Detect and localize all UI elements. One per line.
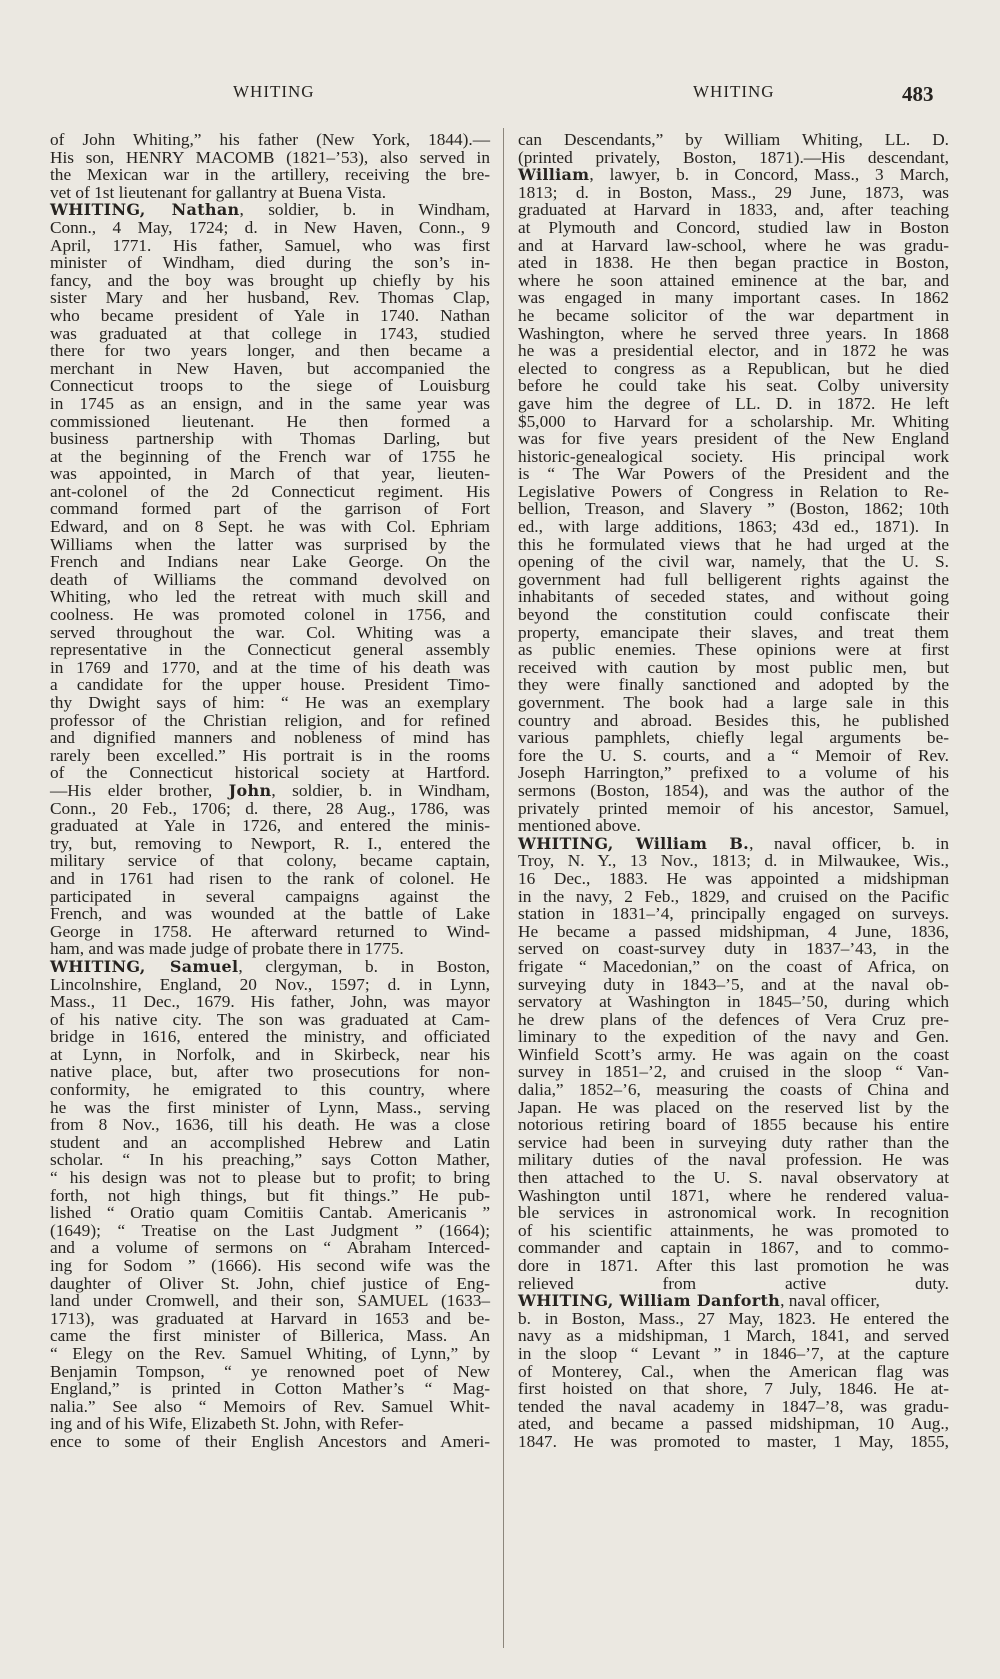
text-line: was engaged in many important cases. In 1862 (518, 288, 949, 308)
text-line: rarely been excelled.” His portrait is in the rooms (50, 745, 490, 765)
text-line: Conn., 4 May, 1724; d. in New Haven, Conn., 9 (50, 217, 490, 237)
text-line: French and Indians near Lake George. On the (50, 552, 490, 572)
text-line: navy as a midshipman, 1 March, 1841, and served (518, 1326, 949, 1346)
text-line: Lincolnshire, England, 20 Nov., 1597; d. in Lynn, (50, 974, 490, 994)
text-line: French, and was wounded at the battle of Lake (50, 904, 490, 924)
text-line: in the sloop “ Levant ” in 1846–’7, at the capture (518, 1343, 949, 1363)
text-line: ing for Sodom ” (1666). His second wife was the (50, 1256, 490, 1275)
text-line: was for five years president of the New England (518, 429, 949, 449)
text-line: as public enemies. These opinions were at first (518, 640, 949, 660)
text-line: military duties of the naval profession. He was (518, 1150, 949, 1170)
text-line: liminary to the expedition of the navy and Gen. (518, 1027, 949, 1047)
text-line: they were finally sanctioned and adopted by the (518, 675, 949, 695)
text-line: served throughout the war. Col. Whiting was a (50, 622, 490, 642)
text-line: relieved from active duty. (518, 1273, 949, 1293)
text-line: served on coast-survey duty in 1837–’43, in the (518, 939, 949, 959)
text-line: try, but, removing to Newport, R. I., entered the (50, 833, 490, 853)
text-line: dore in 1871. After this last promotion he was (518, 1256, 949, 1275)
text-line: beyond the constitution could confiscate their (518, 605, 949, 625)
text-line: of Monterey, Cal., when the American flag was (518, 1361, 949, 1381)
text-line: ated, and became a passed midshipman, 10 Aug., (518, 1414, 949, 1434)
text-line: frigate “ Macedonian,” on the coast of Africa, on (518, 956, 949, 976)
text-line: government. The book had a large sale in this (518, 693, 949, 712)
text-line: of the Connecticut historical society at Hartford. (50, 763, 490, 783)
text-line: at the beginning of the French war of 1755 he (50, 446, 490, 466)
text-line: then attached to the U. S. naval observatory at (518, 1168, 949, 1188)
text-line: this he formulated views that he had urged at the (518, 534, 949, 554)
text-line: command formed part of the garrison of Fort (50, 499, 490, 519)
entry-headword: WHITING, William Danforth (518, 1291, 781, 1311)
entry-headword: William (518, 165, 590, 185)
text-line: WHITING, Nathan, soldier, b. in Windham, (50, 200, 490, 220)
text-line: representative in the Connecticut general assembly (50, 640, 490, 660)
text-line: he drew plans of the defences of Vera Cruz pre- (518, 1009, 949, 1029)
text-line: (1649); “ Treatise on the Last Judgment ” (1664); (50, 1220, 490, 1240)
text-line: “ his design was not to please but to profit; to bring (50, 1168, 490, 1188)
left-text-column (50, 131, 490, 1451)
text-line: 1813; d. in Boston, Mass., 29 June, 1873, was (518, 182, 949, 202)
text-line: graduated at Yale in 1726, and entered the minis- (50, 816, 490, 836)
text-line: he became solicitor of the war department in (518, 305, 949, 325)
text-line: Mass., 11 Dec., 1679. His father, John, was mayor (50, 992, 490, 1012)
text-line: —His elder brother, John, soldier, b. in Windham, (50, 780, 490, 800)
text-line: sermons (Boston, 1854), and was the author of the (518, 780, 949, 800)
text-line: (printed privately, Boston, 1871).—His descendant, (518, 147, 949, 167)
text-line: received with caution by most public men, but (518, 657, 949, 677)
text-line: survey in 1851–’2, and cruised in the sloop “ Van- (518, 1062, 949, 1082)
text-line: inhabitants of seceded states, and without going (518, 587, 949, 607)
text-line: business partnership with Thomas Darling, but (50, 429, 490, 449)
text-line: and in 1761 had risen to the rank of colonel. He (50, 868, 490, 888)
text-line: where he soon attained eminence at the bar, and (518, 270, 949, 290)
text-line: 16 Dec., 1883. He was appointed a midshipman (518, 868, 949, 888)
text-line: WHITING, William B., naval officer, b. in (518, 833, 949, 853)
text-line: service had been in surveying duty rather than the (518, 1132, 949, 1152)
text-line: of his scientific attainments, he was promoted to (518, 1220, 949, 1240)
text-line: daughter of Oliver St. John, chief justice of Eng- (50, 1273, 490, 1293)
text-line: at Lynn, in Norfolk, and in Skirbeck, near his (50, 1044, 490, 1064)
text-line: 1847. He was promoted to master, 1 May, 1855, (518, 1431, 949, 1451)
text-line: from 8 Nov., 1636, till his death. He was a close (50, 1115, 490, 1135)
text-line: came the first minister of Billerica, Mass. An (50, 1326, 490, 1346)
text-line: England,” is printed in Cotton Mather’s “ Mag- (50, 1379, 490, 1399)
entry-headword: John (228, 780, 272, 800)
text-line: commander and captain in 1867, and to commo- (518, 1238, 949, 1258)
text-line: $5,000 to Harvard for a scholarship. Mr. Whiting (518, 411, 949, 431)
text-line: merchant in New Haven, but accompanied the (50, 358, 490, 378)
text-line: property, emancipate their slaves, and treat them (518, 622, 949, 642)
text-line: gave him the degree of LL. D. in 1872. He left (518, 393, 949, 413)
text-line: William, lawyer, b. in Concord, Mass., 3 March, (518, 165, 949, 185)
text-line: ence to some of their English Ancestors and Ameri- (50, 1431, 490, 1451)
text-line: forth, not high things, but fit things.” He pub- (50, 1185, 490, 1205)
text-line: was graduated at that college in 1743, studied (50, 323, 490, 343)
text-line: ant-colonel of the 2d Connecticut regiment. His (50, 481, 490, 501)
text-line: dalia,” 1852–’6, measuring the coasts of China and (518, 1080, 949, 1100)
text-line: in 1769 and 1770, and at the time of his death was (50, 657, 490, 677)
text-line: elected to congress as a Republican, but he died (518, 358, 949, 378)
text-line: fancy, and the boy was brought up chiefly by his (50, 270, 490, 290)
text-line: Edward, and on 8 Sept. he was with Col. Ephriam (50, 517, 490, 537)
text-line: and a volume of sermons on “ Abraham Interced- (50, 1238, 490, 1258)
text-line: in 1745 as an ensign, and in the same year was (50, 393, 490, 413)
text-line: privately printed memoir of his ancestor, Samuel, (518, 798, 949, 818)
entry-headword: WHITING, Samuel (50, 956, 239, 976)
text-line: Troy, N. Y., 13 Nov., 1813; d. in Milwaukee, Wis., (518, 851, 949, 871)
text-line: sister Mary and her husband, Rev. Thomas Clap, (50, 288, 490, 308)
text-line: graduated at Harvard in 1833, and, after teaching (518, 200, 949, 220)
text-line: April, 1771. His father, Samuel, who was first (50, 235, 490, 255)
text-line: fore the U. S. courts, and a “ Memoir of Rev. (518, 745, 949, 765)
text-line: first hoisted on that shore, 7 July, 1846. He at- (518, 1379, 949, 1399)
text-line: was appointed, in March of that year, lieuten- (50, 464, 490, 484)
text-line: he was a presidential elector, and in 1872 he was (518, 341, 949, 361)
text-line: government had full belligerent rights against the (518, 569, 949, 589)
text-line: vet of 1st lieutenant for gallantry at Buena Vista. (50, 182, 387, 202)
text-line: WHITING, William Danforth, naval officer, (518, 1291, 880, 1311)
text-line: commissioned lieutenant. He then formed a (50, 411, 490, 431)
text-line: ble services in astronomical work. In recognition (518, 1203, 949, 1223)
text-line: bellion, Treason, and Slavery ” (Boston, 1862; 10th (518, 499, 949, 519)
column-divider (503, 128, 504, 1648)
text-line: a candidate for the upper house. President Timo- (50, 675, 490, 695)
text-line: minister of Windham, died during the son’s in- (50, 253, 490, 273)
entry-headword: WHITING, William B. (518, 833, 750, 853)
text-line: tended the naval academy in 1847–’8, was gradu- (518, 1396, 949, 1416)
text-line: conformity, he emigrated to this country, where (50, 1080, 490, 1100)
text-line: bridge in 1616, entered the ministry, and officiated (50, 1027, 490, 1047)
text-line: of John Whiting,” his father (New York, 1844).— (50, 130, 490, 149)
text-line: servatory at Washington in 1845–’50, during which (518, 992, 949, 1012)
text-line: 1713), was graduated at Harvard in 1653 and be- (50, 1308, 490, 1328)
text-line: WHITING, Samuel, clergyman, b. in Boston, (50, 956, 490, 976)
text-line: “ Elegy on the Rev. Samuel Whiting, of Lynn,” by (50, 1343, 490, 1363)
text-line: there for two years longer, and then became a (50, 341, 490, 361)
text-line: Winfield Scott’s army. He was again on the coast (518, 1044, 949, 1064)
text-line: ed., with large additions, 1863; 43d ed., 1871). In (518, 517, 949, 537)
page-number: 483 (902, 82, 934, 106)
text-line: historic-genealogical society. His principal work (518, 446, 949, 466)
text-line: Conn., 20 Feb., 1706; d. there, 28 Aug., 1786, was (50, 798, 490, 818)
text-line: Connecticut troops to the siege of Louisburg (50, 376, 490, 396)
text-line: and dignified manners and nobleness of mind has (50, 728, 490, 748)
text-line: thy Dwight says of him: “ He was an exemplary (50, 693, 490, 712)
text-line: coolness. He was promoted colonel in 1756, and (50, 605, 490, 625)
text-line: Washington until 1871, where he rendered valua- (518, 1185, 949, 1205)
text-line: native place, but, after two prosecutions for non- (50, 1062, 490, 1082)
text-line: and at Harvard law-school, where he was gradu- (518, 235, 949, 255)
text-line: ham, and was made judge of probate there in 1775. (50, 939, 404, 959)
text-line: country and abroad. Besides this, he published (518, 710, 949, 730)
text-line: He became a passed midshipman, 4 June, 1836, (518, 921, 949, 941)
text-line: participated in several campaigns against the (50, 886, 490, 906)
text-line: land under Cromwell, and their son, SAMUEL (1633– (50, 1291, 490, 1311)
text-line: Williams when the latter was surprised by the (50, 534, 490, 554)
text-line: Benjamin Tompson, “ ye renowned poet of New (50, 1361, 490, 1381)
text-line: station in 1831–’4, principally engaged on surveys. (518, 904, 949, 924)
text-line: Washington, where he served three years. In 1868 (518, 323, 949, 343)
text-line: who became president of Yale in 1740. Nathan (50, 305, 490, 325)
text-line: opening of the civil war, namely, that the U. S. (518, 552, 949, 572)
text-line: Whiting, who led the retreat with much skill and (50, 587, 490, 607)
text-line: can Descendants,” by William Whiting, LL. D. (518, 130, 949, 149)
text-line: notorious retiring board of 1855 because his entire (518, 1115, 949, 1135)
text-line: George in 1758. He afterward returned to Wind- (50, 921, 490, 941)
text-line: various pamphlets, chiefly legal arguments be- (518, 728, 949, 748)
text-line: he was the first minister of Lynn, Mass., serving (50, 1097, 490, 1117)
left-running-head: WHITING (233, 82, 315, 101)
text-line: lished “ Oratio quam Comitiis Cantab. Americanis ” (50, 1203, 490, 1223)
right-text-column (518, 131, 949, 1451)
text-line: is “ The War Powers of the President and the (518, 464, 949, 484)
text-line: student and an accomplished Hebrew and Latin (50, 1132, 490, 1152)
text-line: Joseph Harrington,” prefixed to a volume of his (518, 763, 949, 783)
entry-headword: WHITING, Nathan (50, 200, 240, 220)
text-line: surveying duty in 1843–’5, and at the naval ob- (518, 974, 949, 994)
text-line: Legislative Powers of Congress in Relation to Re- (518, 481, 949, 501)
text-line: ing and of his Wife, Elizabeth St. John, with Refer- (50, 1414, 404, 1434)
text-line: Japan. He was placed on the reserved list by the (518, 1097, 949, 1117)
text-line: death of Williams the command devolved on (50, 569, 490, 589)
text-line: professor of the Christian religion, and for refined (50, 710, 490, 730)
text-line: of his native city. The son was graduated at Cam- (50, 1009, 490, 1029)
text-line: nalia.” See also “ Memoirs of Rev. Samuel Whit- (50, 1396, 490, 1416)
text-line: before he could take his seat. Colby university (518, 376, 949, 396)
right-running-head: WHITING (693, 82, 775, 101)
text-line: mentioned above. (518, 816, 641, 836)
text-line: His son, HENRY MACOMB (1821–’53), also served in (50, 147, 490, 167)
text-line: at Plymouth and Concord, studied law in Boston (518, 217, 949, 237)
text-line: the Mexican war in the artillery, receiving the bre- (50, 165, 490, 185)
text-line: ated in 1838. He then began practice in Boston, (518, 253, 949, 273)
text-line: b. in Boston, Mass., 27 May, 1823. He entered the (518, 1308, 949, 1328)
text-line: military service of that colony, became captain, (50, 851, 490, 871)
text-line: in the navy, 2 Feb., 1829, and cruised on the Pacific (518, 886, 949, 906)
text-line: scholar. “ In his preaching,” says Cotton Mather, (50, 1150, 490, 1170)
